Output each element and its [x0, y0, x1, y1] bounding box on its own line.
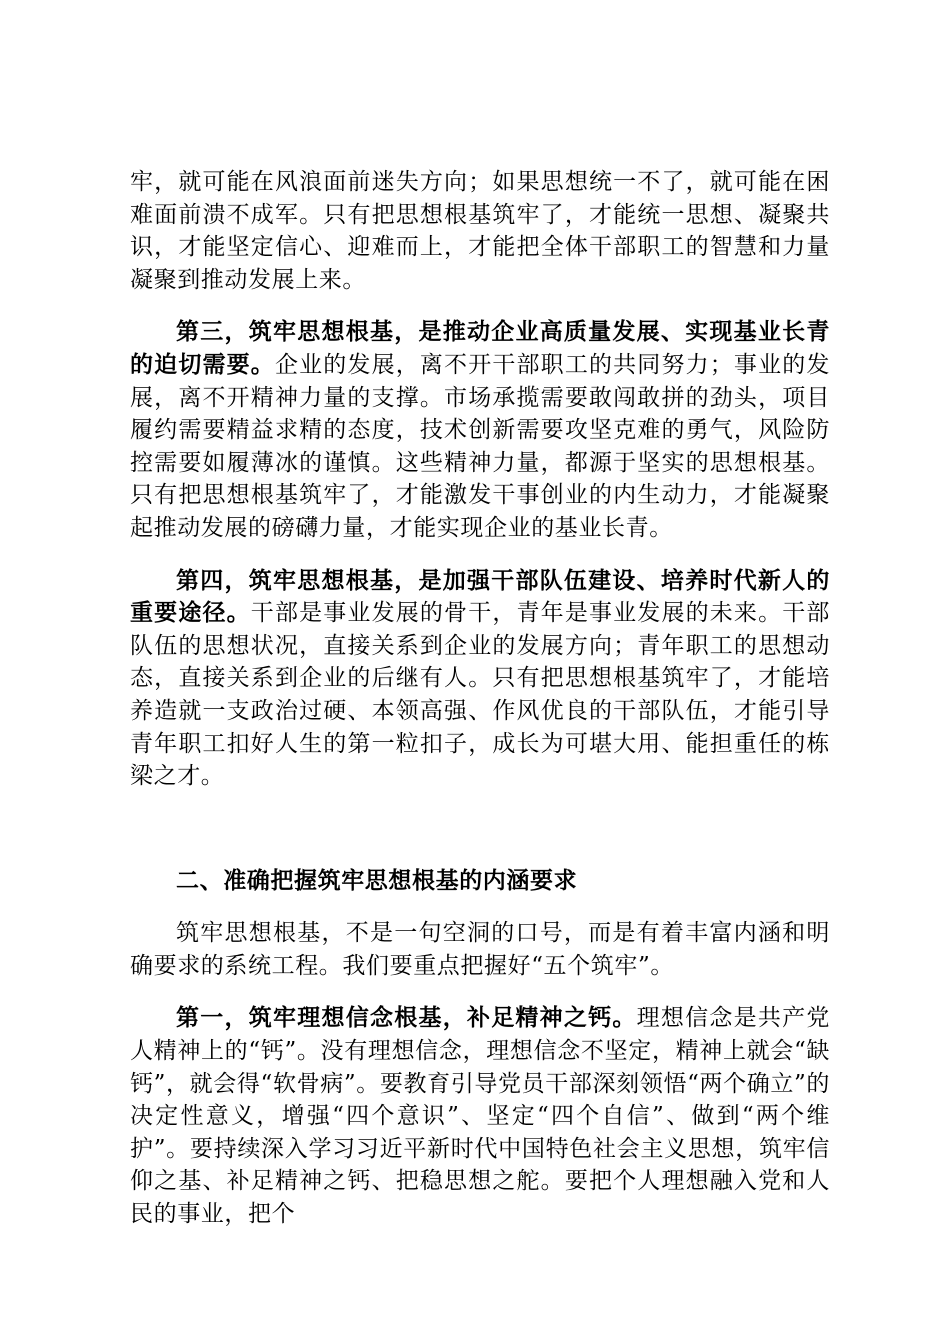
section-heading-two: 二、准确把握筑牢思想根基的内涵要求	[176, 866, 578, 894]
paragraph-fourth-point-lead: 第四，筑牢思想根基，是加强干部队伍建设、培养时代新人的重要途径。	[130, 566, 830, 627]
paragraph-continuation: 牢，就可能在风浪面前迷失方向；如果思想统一不了，就可能在困难面前溃不成军。只有把思想根基筑牢了，才能统一思想、凝聚共识，才能坚定信心、迎难而上，才能把全体干部职工的智慧和力量凝聚到推动发展上来。	[130, 169, 830, 293]
document-page	[130, 166, 830, 1231]
paragraph-first-requirement	[130, 1002, 830, 1230]
paragraph-first-requirement-body: 理想信念是共产党人精神上的“钙”。没有理想信念，理想信念不坚定，精神上就会“缺钙”，就会得“软骨病”。要教育引导党员干部深刻领悟“两个确立”的决定性意义，增强“四个意识”、坚定“四个自信”、做到“两个维护”。要持续深入学习习近平新时代中国特色社会主义思想，筑牢信仰之基、补足精神之钙、把稳思想之舵。要把个人理想融入党和人民的事业，把个	[130, 1005, 830, 1228]
paragraph-fourth-point-body: 干部是事业发展的骨干，青年是事业发展的未来。干部队伍的思想状况，直接关系到企业的发展方向；青年职工的思想动态，直接关系到企业的后继有人。只有把思想根基筑牢了，才能培养造就一支政治过硬、本领高强、作风优良的干部队伍，才能引导青年职工扣好人生的第一粒扣子，成长为可堪大用、能担重任的栋梁之才。	[130, 600, 831, 790]
paragraph-third-point-lead: 第三，筑牢思想根基，是推动企业高质量发展、实现基业长青的迫切需要。	[130, 318, 830, 378]
paragraph-first-requirement-lead: 第一，筑牢理想信念根基，补足精神之钙。	[176, 1004, 637, 1032]
paragraph-third-point	[130, 316, 830, 544]
paragraph-third-point-body: 企业的发展，离不开干部职工的共同努力；事业的发展，离不开精神力量的支撑。市场承揽需要敢闯敢拼的劲头，项目履约需要精益求精的态度，技术创新需要攻坚克难的勇气，风险防控需要如履薄冰的谨慎。这些精神力量，都源于坚实的思想根基。只有把思想根基筑牢了，才能激发干事创业的内生动力，才能凝聚起推动发展的磅礴力量，才能实现企业的基业长青。	[130, 351, 830, 541]
paragraph-fourth-point	[130, 565, 830, 793]
paragraph-section-intro: 筑牢思想根基，不是一句空洞的口号，而是有着丰富内涵和明确要求的系统工程。我们要重点把握好“五个筑牢”。	[130, 920, 830, 979]
